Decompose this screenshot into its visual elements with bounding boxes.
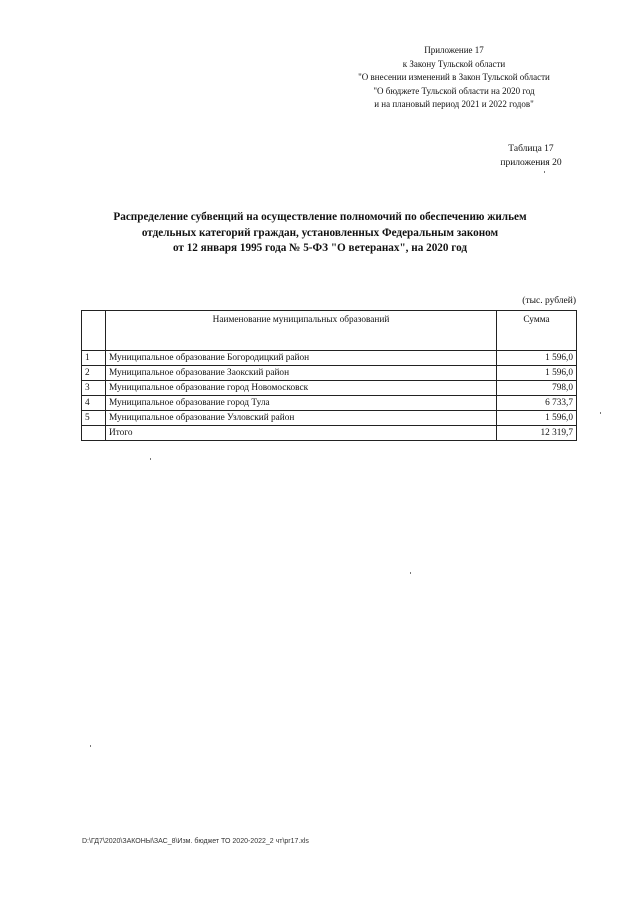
row-num: 4 [82, 396, 106, 411]
row-sum: 1 596,0 [497, 366, 577, 381]
table-row [82, 411, 577, 426]
row-sum: 1 596,0 [497, 411, 577, 426]
table-row [82, 351, 577, 366]
appendix-header [334, 44, 574, 112]
row-sum: 798,0 [497, 381, 577, 396]
header-name: Наименование муниципальных образований [106, 311, 497, 351]
table-row [82, 396, 577, 411]
row-sum: 1 596,0 [497, 351, 577, 366]
row-num: 1 [82, 351, 106, 366]
row-name: Муниципальное образование Заокский район [106, 366, 497, 381]
scan-speck [544, 171, 545, 173]
title-line-1: Распределение субвенций на осуществление полномочий по обеспечению жильем [113, 211, 527, 223]
document-title [80, 210, 560, 257]
table-number: Таблица 17 [508, 144, 554, 154]
scan-speck [150, 458, 151, 460]
row-name: Муниципальное образование Богородицкий район [106, 351, 497, 366]
row-num: 5 [82, 411, 106, 426]
scan-speck [90, 745, 91, 747]
appendix-law-title-1: "О внесении изменений в Закон Тульской области [358, 72, 550, 82]
subsidy-table [81, 310, 577, 441]
row-name: Муниципальное образование город Тула [106, 396, 497, 411]
total-sum: 12 319,7 [497, 426, 577, 441]
header-num [82, 311, 106, 351]
total-row [82, 426, 577, 441]
appendix-law-ref: к Закону Тульской области [402, 58, 506, 69]
table-header-row [82, 311, 577, 351]
row-num: 2 [82, 366, 106, 381]
title-line-3: от 12 января 1995 года № 5-ФЗ "О ветеранах", на 2020 год [172, 242, 468, 254]
total-label: Итого [106, 426, 497, 441]
file-path: D:\ГД7\2020\ЗАКОНЫ\ЗАС_8\Изм. бюджет ТО 2020-2022_2 чт\pr17.xls [82, 838, 309, 845]
row-sum: 6 733,7 [497, 396, 577, 411]
appendix-number: Приложение 17 [424, 45, 484, 55]
table-row [82, 366, 577, 381]
row-name: Муниципальное образование город Новомосковск [106, 381, 497, 396]
scan-speck [410, 572, 411, 574]
table-appendix: приложения 20 [500, 158, 562, 168]
appendix-law-title-2: "О бюджете Тульской области на 2020 год [373, 85, 535, 96]
table-row [82, 381, 577, 396]
total-num [82, 426, 106, 441]
row-name: Муниципальное образование Узловский район [106, 411, 497, 426]
header-sum: Сумма [497, 311, 577, 351]
units-label: (тыс. рублей) [522, 296, 576, 306]
title-line-2: отдельных категорий граждан, установленных Федеральным законом [141, 226, 499, 239]
table-reference [486, 142, 576, 170]
scan-speck [600, 412, 601, 414]
appendix-law-title-3: и на плановый период 2021 и 2022 годов" [374, 99, 534, 109]
row-num: 3 [82, 381, 106, 396]
